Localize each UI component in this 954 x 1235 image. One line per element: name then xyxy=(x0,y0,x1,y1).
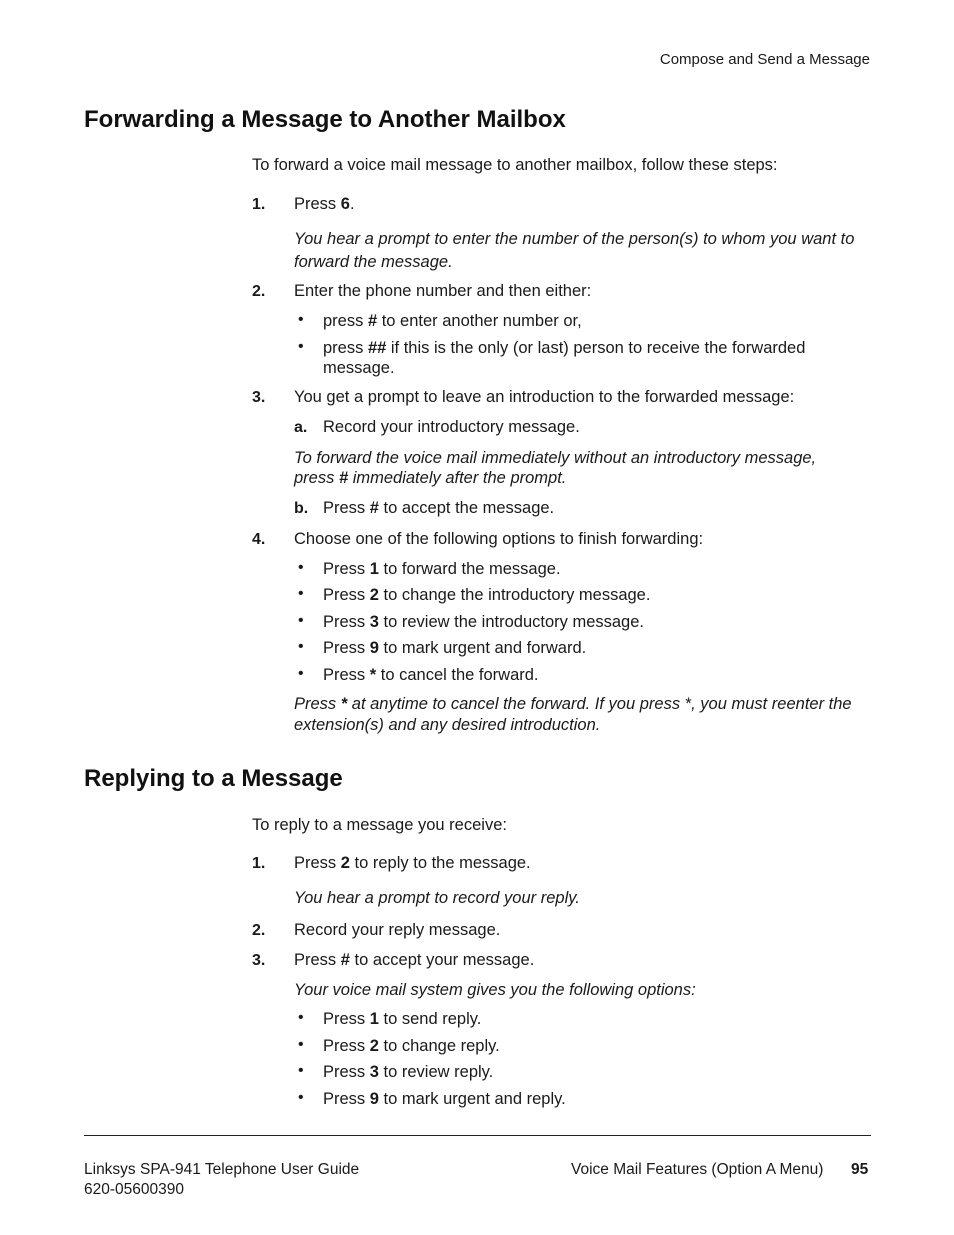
key-label: 6 xyxy=(340,195,350,213)
forward-step-3a: Record your introductory message. xyxy=(323,418,580,436)
section-heading-replying: Replying to a Message xyxy=(84,765,343,792)
forward-step-1-note xyxy=(294,229,854,273)
reply-step-3 xyxy=(294,951,534,970)
step-number: 3. xyxy=(252,952,266,969)
reply-step-1 xyxy=(294,854,531,873)
step-text: Press xyxy=(323,499,370,517)
step-text: . xyxy=(349,195,355,213)
key-label: * xyxy=(340,695,348,713)
bullet-text: to mark urgent and forward. xyxy=(378,639,587,657)
bullet-icon: • xyxy=(298,559,304,576)
step-text: to accept the message. xyxy=(378,499,555,517)
step-number: 3. xyxy=(252,389,266,406)
reply-step-3-bullet xyxy=(323,1036,500,1056)
substep-letter: a. xyxy=(294,419,308,436)
bullet-icon: • xyxy=(298,338,304,355)
bullet-text: Press xyxy=(323,639,370,657)
reply-intro: To reply to a message you receive: xyxy=(252,816,507,834)
footer-doc-number: 620-05600390 xyxy=(84,1181,184,1198)
reply-step-3-bullet xyxy=(323,1009,481,1029)
footer-chapter: Voice Mail Features (Option A Menu) xyxy=(571,1161,824,1178)
note-line: To forward the voice mail immediately without an introductory message, xyxy=(294,449,817,467)
forward-step-3b xyxy=(323,499,554,518)
substep-letter: b. xyxy=(294,500,309,517)
running-header: Compose and Send a Message xyxy=(659,51,870,68)
bullet-text: message. xyxy=(323,359,395,377)
forward-step-4-bullet xyxy=(323,559,561,579)
key-label: # xyxy=(367,312,378,330)
note-text: Press xyxy=(294,695,341,713)
bullet-text: to review the introductory message. xyxy=(378,613,644,631)
bullet-text: Press xyxy=(323,666,370,684)
key-label: 3 xyxy=(369,1063,379,1081)
key-label: # xyxy=(340,951,350,969)
key-label: ## xyxy=(367,339,387,357)
bullet-icon: • xyxy=(298,1009,304,1026)
reply-step-3-bullet xyxy=(323,1062,493,1082)
bullet-text: to forward the message. xyxy=(378,560,561,578)
footer-guide-title: Linksys SPA-941 Telephone User Guide xyxy=(84,1161,360,1178)
step-number: 4. xyxy=(252,531,266,548)
bullet-text: press xyxy=(323,339,368,357)
step-text: to accept your message. xyxy=(349,951,535,969)
forward-step-1 xyxy=(294,195,355,214)
key-label: 2 xyxy=(369,1037,379,1055)
forward-step-2: Enter the phone number and then either: xyxy=(294,282,592,300)
bullet-text: Press xyxy=(323,613,370,631)
bullet-text: Press xyxy=(323,1037,370,1055)
page-number: 95 xyxy=(851,1161,869,1178)
note-text: immediately after the prompt. xyxy=(348,469,567,487)
note-text: press xyxy=(294,469,339,487)
key-label: 1 xyxy=(369,1010,379,1028)
step-number: 1. xyxy=(252,855,266,872)
forward-step-4-bullet xyxy=(323,665,539,685)
key-label: * xyxy=(369,666,377,684)
reply-step-3-note: Your voice mail system gives you the following options: xyxy=(294,981,696,999)
key-label: 2 xyxy=(340,854,350,872)
step-number: 1. xyxy=(252,196,266,213)
bullet-icon: • xyxy=(298,612,304,629)
bullet-text: Press xyxy=(323,1010,370,1028)
step-text: Press xyxy=(294,951,341,969)
bullet-icon: • xyxy=(298,638,304,655)
bullet-text: press xyxy=(323,312,368,330)
bullet-icon: • xyxy=(298,1062,304,1079)
reply-step-2: Record your reply message. xyxy=(294,921,501,939)
bullet-text: to change reply. xyxy=(378,1037,500,1055)
forward-step-3-note xyxy=(294,448,816,489)
reply-step-3-bullet xyxy=(323,1089,566,1109)
section-heading-forwarding: Forwarding a Message to Another Mailbox xyxy=(84,106,566,133)
bullet-text: to enter another number or, xyxy=(377,312,582,330)
key-label: 9 xyxy=(369,1090,379,1108)
key-label: 9 xyxy=(369,639,379,657)
step-text: Press xyxy=(294,854,341,872)
forward-step-4-note xyxy=(294,694,852,736)
bullet-text: Press xyxy=(323,586,370,604)
key-label: 1 xyxy=(369,560,379,578)
note-line: extension(s) and any desired introduction. xyxy=(294,716,601,734)
bullet-icon: • xyxy=(298,311,304,328)
note-line xyxy=(294,694,852,715)
forward-step-4-bullet xyxy=(323,585,650,605)
bullet-text: Press xyxy=(323,1090,370,1108)
bullet-text: to cancel the forward. xyxy=(376,666,539,684)
key-label: 3 xyxy=(369,613,379,631)
bullet-text: Press xyxy=(323,560,370,578)
forward-step-3: You get a prompt to leave an introduction to the forwarded message: xyxy=(294,388,795,406)
note-text: at anytime to cancel the forward. If you press *, you must reenter the xyxy=(347,695,852,713)
forward-step-4: Choose one of the following options to finish forwarding: xyxy=(294,530,704,548)
forward-step-2-bullet xyxy=(323,311,582,331)
key-label: # xyxy=(369,499,379,517)
bullet-text: to send reply. xyxy=(378,1010,482,1028)
footer-divider xyxy=(84,1135,871,1136)
reply-step-1-note: You hear a prompt to record your reply. xyxy=(294,889,580,907)
bullet-icon: • xyxy=(298,1036,304,1053)
step-text: Press xyxy=(294,195,341,213)
forward-intro: To forward a voice mail message to another mailbox, follow these steps: xyxy=(252,156,778,174)
bullet-icon: • xyxy=(298,665,304,682)
step-number: 2. xyxy=(252,283,266,300)
forward-step-4-bullet xyxy=(323,612,644,632)
bullet-text: Press xyxy=(323,1063,370,1081)
bullet-icon: • xyxy=(298,1089,304,1106)
bullet-text: to mark urgent and reply. xyxy=(378,1090,566,1108)
key-label: # xyxy=(338,469,349,487)
bullet-text: to review reply. xyxy=(378,1063,494,1081)
bullet-text: if this is the only (or last) person to receive the forwarded xyxy=(386,339,806,357)
step-text: to reply to the message. xyxy=(349,854,531,872)
forward-step-2-bullet xyxy=(323,338,805,378)
bullet-text: to change the introductory message. xyxy=(378,586,651,604)
note-line: You hear a prompt to enter the number of the person(s) to whom you want to xyxy=(294,230,855,248)
note-line xyxy=(294,468,816,489)
bullet-icon: • xyxy=(298,585,304,602)
key-label: 2 xyxy=(369,586,379,604)
step-number: 2. xyxy=(252,922,266,939)
note-line: forward the message. xyxy=(294,253,453,271)
forward-step-4-bullet xyxy=(323,638,586,658)
